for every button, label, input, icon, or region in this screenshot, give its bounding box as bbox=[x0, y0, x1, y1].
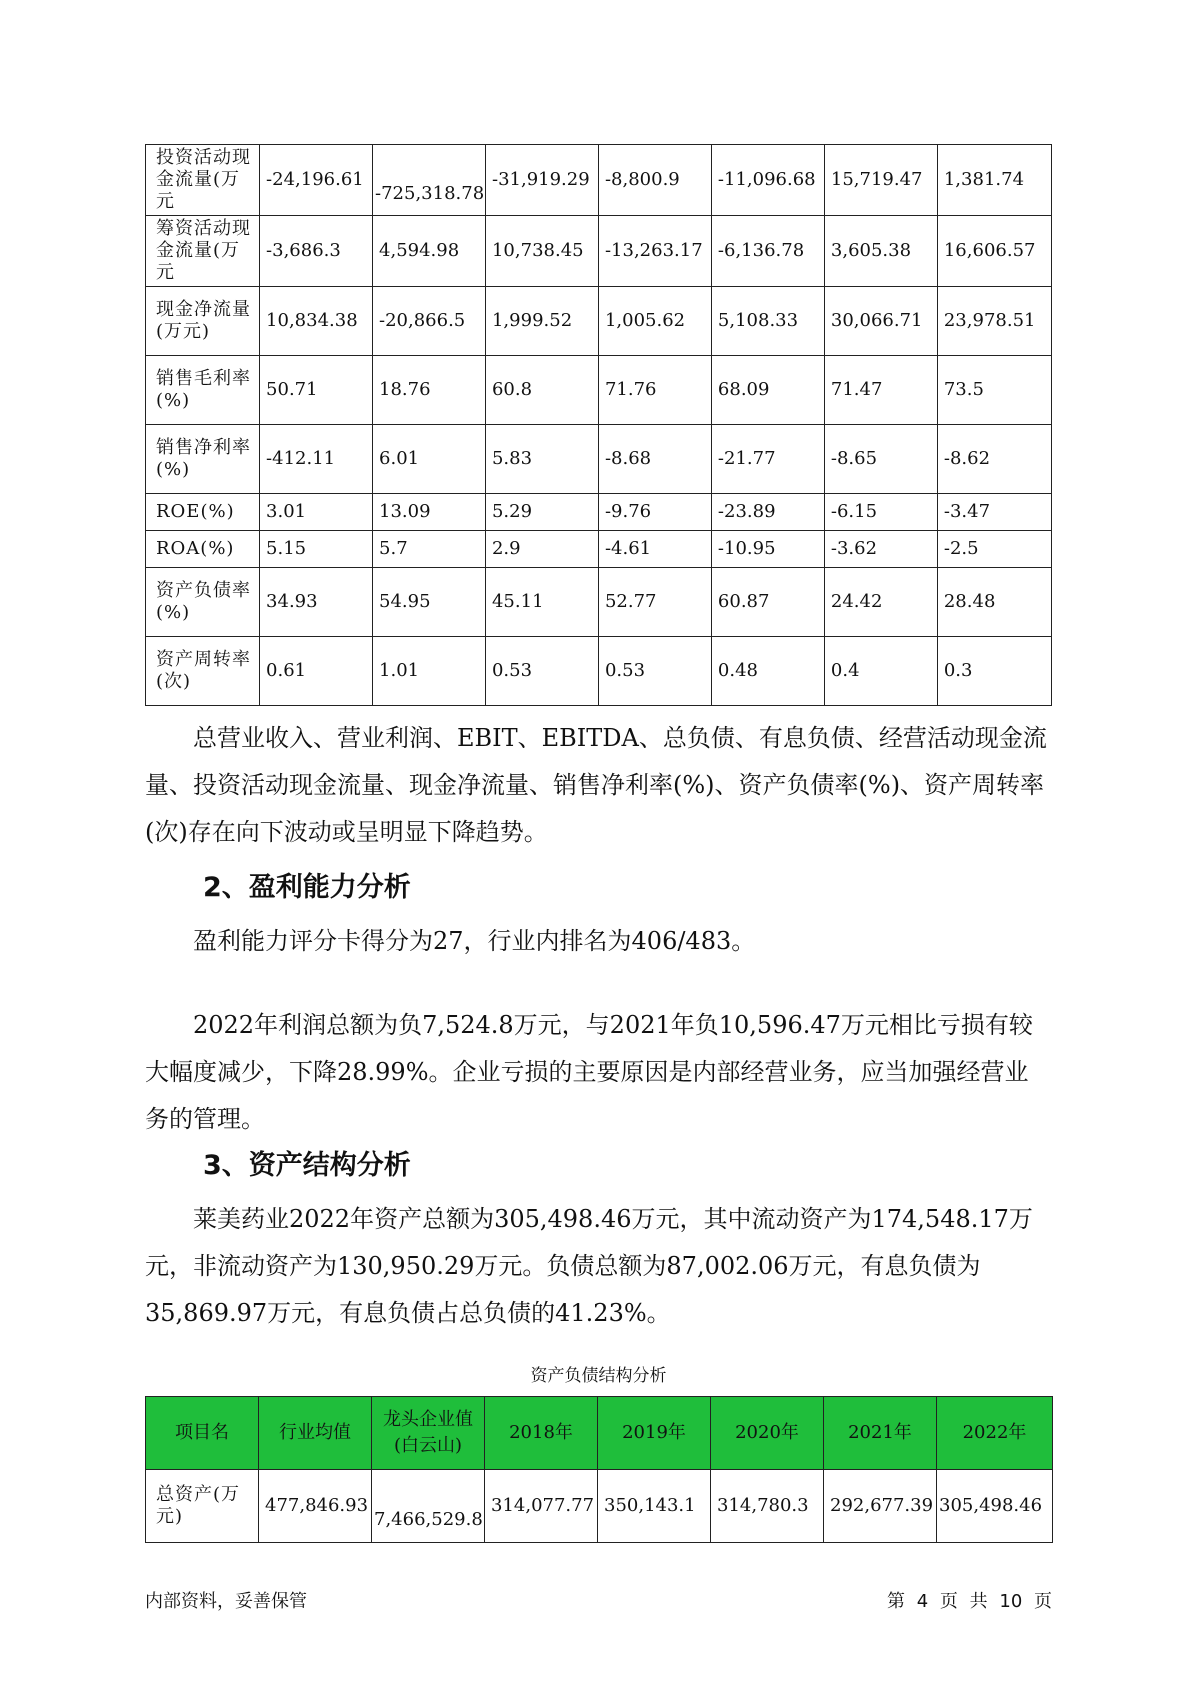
table-cell: 3,605.38 bbox=[824, 216, 937, 287]
cell-value: 7,466,529.8 bbox=[374, 1509, 483, 1530]
table-cell: 23,978.51 bbox=[937, 287, 1051, 356]
table-cell: 350,143.1 bbox=[598, 1470, 711, 1543]
table-cell: 60.87 bbox=[711, 568, 824, 637]
table-cell: -8.65 bbox=[824, 425, 937, 494]
table-cell: 15,719.47 bbox=[824, 145, 937, 216]
table-cell: 1.01 bbox=[373, 637, 486, 706]
table-cell: 5.7 bbox=[373, 531, 486, 568]
table-cell: 18.76 bbox=[373, 356, 486, 425]
table-row bbox=[146, 145, 1052, 216]
table-cell: 10,834.38 bbox=[260, 287, 373, 356]
row-label: 现金净流量(万元) bbox=[146, 287, 260, 356]
confidential-footer: 内部资料，妥善保管 bbox=[145, 1591, 307, 1612]
trend-paragraph: 总营业收入、营业利润、EBIT、EBITDA、总负债、有息负债、经营活动现金流量、投资活动现金流量、现金净流量、销售净利率(%)、资产负债率(%)、资产周转率(次)存在向下波动或呈明显下降趋势。 bbox=[145, 724, 1047, 846]
table-cell: 52.77 bbox=[598, 568, 711, 637]
table-cell: 6.01 bbox=[373, 425, 486, 494]
table-cell: 60.8 bbox=[485, 356, 598, 425]
table-cell: -23.89 bbox=[711, 494, 824, 531]
table-row bbox=[146, 425, 1052, 494]
profit-paragraph: 2022年利润总额为负7,524.8万元，与2021年负10,596.47万元相比亏损有较大幅度减少，下降28.99%。企业亏损的主要原因是内部经营业务，应当加强经营业务的管理。 bbox=[145, 1011, 1033, 1133]
page-number: 第 4 页 共 10 页 bbox=[887, 1591, 1052, 1612]
table-cell: 68.09 bbox=[711, 356, 824, 425]
table-cell: -20,866.5 bbox=[373, 287, 486, 356]
table-cell: -24,196.61 bbox=[260, 145, 373, 216]
row-label: 资产负债率(%) bbox=[146, 568, 260, 637]
row-label: 投资活动现金流量(万元 bbox=[146, 145, 260, 216]
row-label: 销售净利率(%) bbox=[146, 425, 260, 494]
financial-indicators-table bbox=[145, 144, 1052, 706]
column-header: 项目名 bbox=[146, 1397, 259, 1470]
table-cell: 71.76 bbox=[598, 356, 711, 425]
table-cell: 5,108.33 bbox=[711, 287, 824, 356]
table-cell: 71.47 bbox=[824, 356, 937, 425]
table-cell: 10,738.45 bbox=[485, 216, 598, 287]
table-row bbox=[146, 216, 1052, 287]
table-cell: 314,780.3 bbox=[711, 1470, 824, 1543]
table-caption: 资产负债结构分析 bbox=[530, 1366, 667, 1386]
balance-sheet-structure-table bbox=[145, 1396, 1053, 1543]
table-cell: 28.48 bbox=[937, 568, 1051, 637]
table-cell: 1,381.74 bbox=[937, 145, 1051, 216]
table-cell: 305,498.46 bbox=[937, 1470, 1053, 1543]
table-cell: 0.3 bbox=[937, 637, 1051, 706]
table-row bbox=[146, 531, 1052, 568]
table-cell: 34.93 bbox=[260, 568, 373, 637]
table-row bbox=[146, 494, 1052, 531]
table-cell: 0.53 bbox=[598, 637, 711, 706]
column-header: 2022年 bbox=[937, 1397, 1053, 1470]
section-heading-asset-structure: 3、资产结构分析 bbox=[203, 1150, 411, 1181]
table-cell: -10.95 bbox=[711, 531, 824, 568]
table-cell: -13,263.17 bbox=[598, 216, 711, 287]
section-heading-profitability: 2、盈利能力分析 bbox=[203, 872, 411, 903]
row-label: 资产周转率(次) bbox=[146, 637, 260, 706]
row-label: 筹资活动现金流量(万元 bbox=[146, 216, 260, 287]
table-cell: -6,136.78 bbox=[711, 216, 824, 287]
table-cell: -9.76 bbox=[598, 494, 711, 531]
table-cell bbox=[373, 145, 486, 216]
row-label: 总资产(万元) bbox=[146, 1470, 259, 1543]
table-cell: -21.77 bbox=[711, 425, 824, 494]
table-cell: -8.68 bbox=[598, 425, 711, 494]
table-cell: 292,677.39 bbox=[824, 1470, 937, 1543]
table-cell: 73.5 bbox=[937, 356, 1051, 425]
column-header: 龙头企业值(白云山) bbox=[372, 1397, 485, 1470]
table-cell: 0.4 bbox=[824, 637, 937, 706]
table-cell: 0.48 bbox=[711, 637, 824, 706]
table-row bbox=[146, 1470, 1053, 1543]
table-cell: -11,096.68 bbox=[711, 145, 824, 216]
table-header-row bbox=[146, 1397, 1053, 1470]
row-label: ROA(%) bbox=[146, 531, 260, 568]
table-cell: 16,606.57 bbox=[937, 216, 1051, 287]
table-cell: 477,846.93 bbox=[259, 1470, 372, 1543]
table-cell: 2.9 bbox=[485, 531, 598, 568]
table-cell: 0.53 bbox=[485, 637, 598, 706]
table-cell: 1,999.52 bbox=[485, 287, 598, 356]
column-header: 2020年 bbox=[711, 1397, 824, 1470]
table-cell: -8.62 bbox=[937, 425, 1051, 494]
table-row bbox=[146, 637, 1052, 706]
table-cell: -2.5 bbox=[937, 531, 1051, 568]
profitability-score-paragraph: 盈利能力评分卡得分为27，行业内排名为406/483。 bbox=[193, 927, 756, 955]
table-cell: -3.62 bbox=[824, 531, 937, 568]
table-row bbox=[146, 568, 1052, 637]
table-cell: 3.01 bbox=[260, 494, 373, 531]
table-cell: 5.15 bbox=[260, 531, 373, 568]
table-cell: 13.09 bbox=[373, 494, 486, 531]
column-header: 行业均值 bbox=[259, 1397, 372, 1470]
table-cell: -3,686.3 bbox=[260, 216, 373, 287]
table-cell: 0.61 bbox=[260, 637, 373, 706]
table-cell: 5.29 bbox=[485, 494, 598, 531]
table-cell: 5.83 bbox=[485, 425, 598, 494]
asset-structure-paragraph: 莱美药业2022年资产总额为305,498.46万元，其中流动资产为174,548.17万元，非流动资产为130,950.29万元。负债总额为87,002.06万元，有息负债为35,869.97万元，有息负债占总负债的41.23%。 bbox=[145, 1205, 1033, 1327]
row-label: 销售毛利率(%) bbox=[146, 356, 260, 425]
table-row bbox=[146, 356, 1052, 425]
column-header: 2018年 bbox=[485, 1397, 598, 1470]
table-cell: 4,594.98 bbox=[373, 216, 486, 287]
table-cell: -8,800.9 bbox=[598, 145, 711, 216]
table-cell: 314,077.77 bbox=[485, 1470, 598, 1543]
row-label: ROE(%) bbox=[146, 494, 260, 531]
table-cell bbox=[372, 1470, 485, 1543]
table-row bbox=[146, 287, 1052, 356]
table-cell: 54.95 bbox=[373, 568, 486, 637]
cell-value: -725,318.78 bbox=[375, 183, 485, 204]
table-cell: -3.47 bbox=[937, 494, 1051, 531]
table-cell: 50.71 bbox=[260, 356, 373, 425]
table-cell: -6.15 bbox=[824, 494, 937, 531]
column-header: 2021年 bbox=[824, 1397, 937, 1470]
table-cell: 1,005.62 bbox=[598, 287, 711, 356]
table-cell: -31,919.29 bbox=[485, 145, 598, 216]
table-cell: -4.61 bbox=[598, 531, 711, 568]
table-cell: 45.11 bbox=[485, 568, 598, 637]
table-cell: 30,066.71 bbox=[824, 287, 937, 356]
column-header: 2019年 bbox=[598, 1397, 711, 1470]
table-cell: 24.42 bbox=[824, 568, 937, 637]
table-cell: -412.11 bbox=[260, 425, 373, 494]
